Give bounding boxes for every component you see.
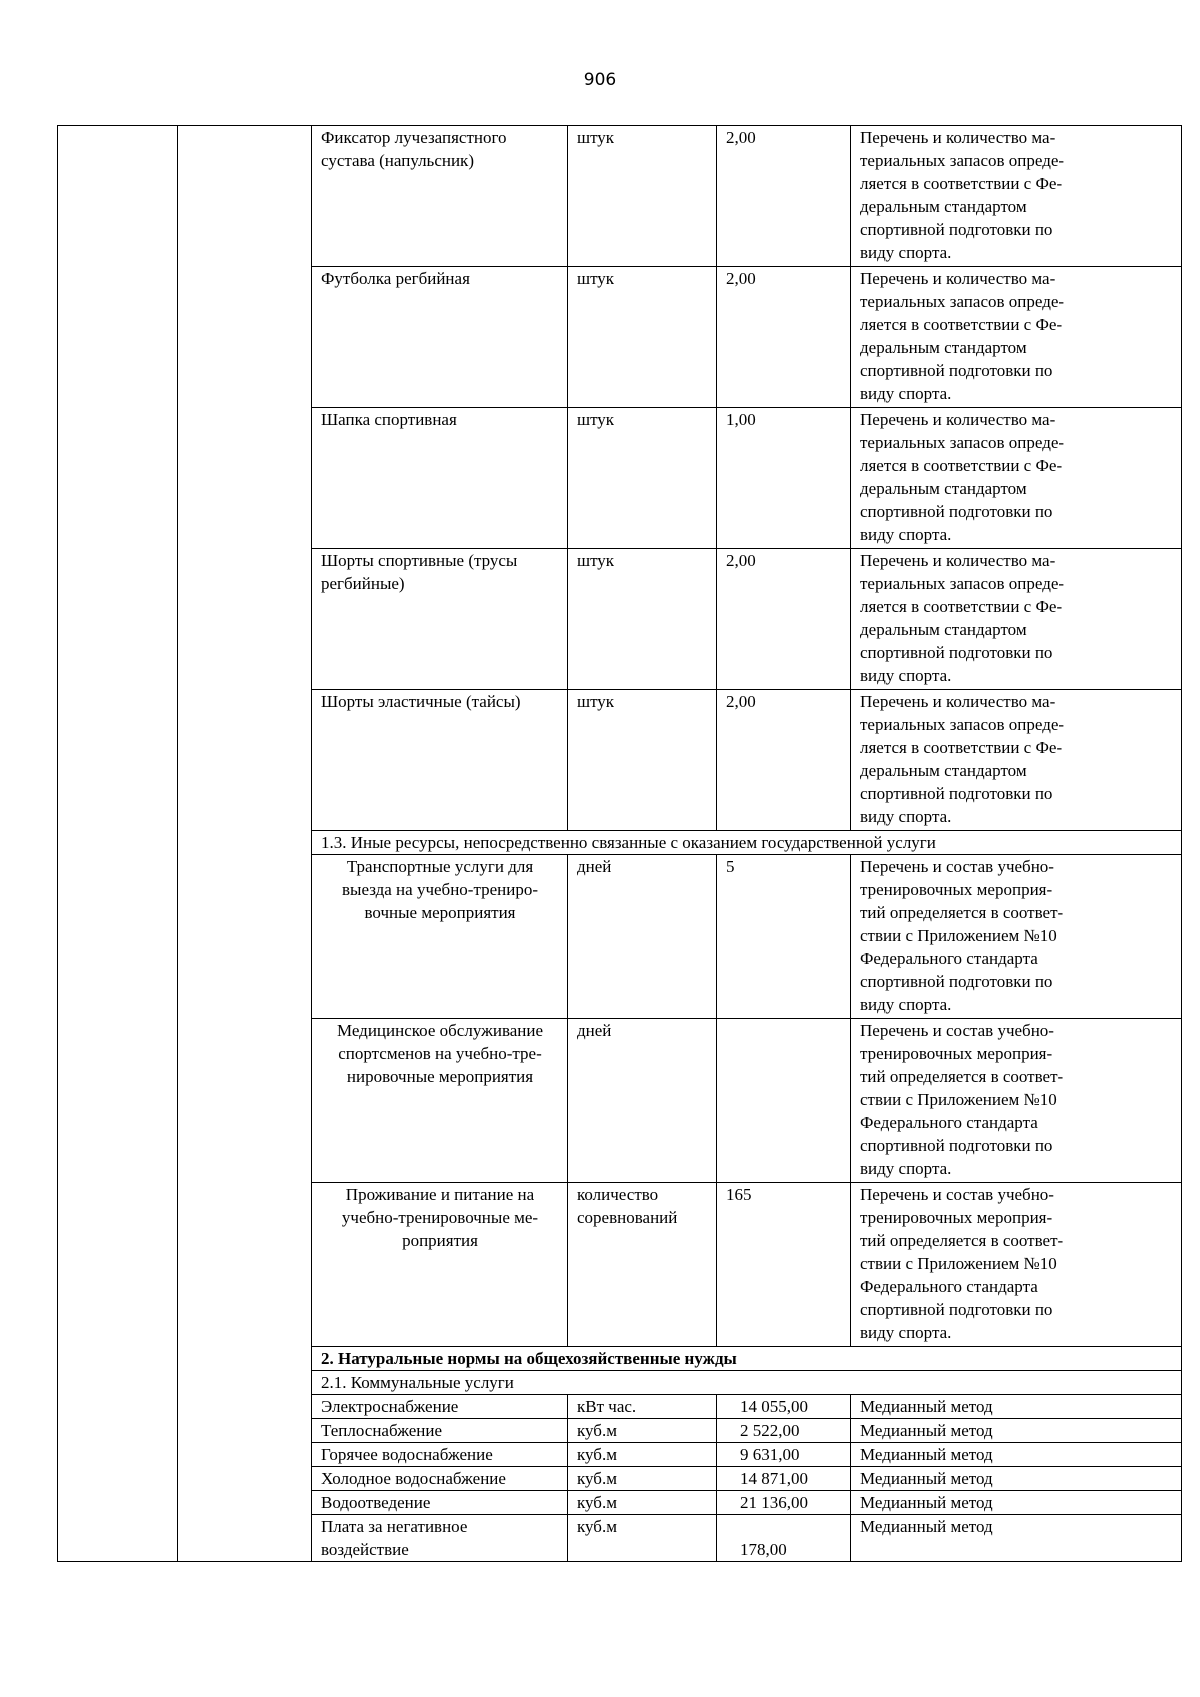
item-value: 165 <box>717 1183 851 1347</box>
item-value: 2,00 <box>717 267 851 408</box>
item-value: 2 522,00 <box>717 1419 851 1443</box>
item-method: Медианный метод <box>851 1467 1182 1491</box>
item-name: Электроснабжение <box>312 1395 568 1419</box>
item-method: Медианный метод <box>851 1419 1182 1443</box>
item-name: Водоотведение <box>312 1491 568 1515</box>
item-name: Шапка спортивная <box>312 408 568 549</box>
item-unit: кВт час. <box>568 1395 717 1419</box>
item-note: Перечень и количество ма- териальных запасов опреде- ляется в соответствии с Фе- деральным стандартом спортивной подготовки по виду спорта. <box>851 408 1182 549</box>
item-method: Медианный метод <box>851 1515 1182 1562</box>
item-name: Медицинское обслуживание спортсменов на учебно-тре- нировочные мероприятия <box>312 1019 568 1183</box>
item-value: 2,00 <box>717 126 851 267</box>
item-unit: куб.м <box>568 1419 717 1443</box>
item-name: Холодное водоснабжение <box>312 1467 568 1491</box>
section-heading-2-1: 2.1. Коммунальные услуги <box>312 1371 1182 1395</box>
section-heading-1-3: 1.3. Иные ресурсы, непосредственно связанные с оказанием государственной услуги <box>312 831 1182 855</box>
item-value <box>717 1019 851 1183</box>
item-unit: куб.м <box>568 1443 717 1467</box>
item-name: Горячее водоснабжение <box>312 1443 568 1467</box>
item-note: Перечень и количество ма- териальных запасов опреде- ляется в соответствии с Фе- деральным стандартом спортивной подготовки по виду спорта. <box>851 549 1182 690</box>
item-unit: куб.м <box>568 1467 717 1491</box>
item-value: 2,00 <box>717 690 851 831</box>
item-value: 2,00 <box>717 549 851 690</box>
item-value: 14 871,00 <box>717 1467 851 1491</box>
outer-column-1 <box>58 126 178 1562</box>
item-unit: куб.м <box>568 1515 717 1562</box>
item-name: Фиксатор лучезапястного сустава (напульсник) <box>312 126 568 267</box>
item-note: Перечень и состав учебно- тренировочных мероприя- тий определяется в соответ- ствии с Приложением №10 Федерального стандарта спортивной подготовки по виду спорта. <box>851 1183 1182 1347</box>
item-name: Футболка регбийная <box>312 267 568 408</box>
norms-table <box>57 125 1182 1562</box>
item-value: 9 631,00 <box>717 1443 851 1467</box>
item-method: Медианный метод <box>851 1443 1182 1467</box>
item-name: Теплоснабжение <box>312 1419 568 1443</box>
item-name: Шорты эластичные (тайсы) <box>312 690 568 831</box>
item-name: Плата за негативное воздействие <box>312 1515 568 1562</box>
item-method: Медианный метод <box>851 1395 1182 1419</box>
page-number: 906 <box>583 70 617 90</box>
item-unit: штук <box>568 549 717 690</box>
item-unit: штук <box>568 267 717 408</box>
item-unit: дней <box>568 855 717 1019</box>
item-note: Перечень и состав учебно- тренировочных мероприя- тий определяется в соответ- ствии с Приложением №10 Федерального стандарта спортивной подготовки по виду спорта. <box>851 855 1182 1019</box>
item-value: 1,00 <box>717 408 851 549</box>
table-row <box>58 126 1182 267</box>
outer-column-2 <box>178 126 312 1562</box>
item-unit: штук <box>568 408 717 549</box>
item-method: Медианный метод <box>851 1491 1182 1515</box>
section-heading-2: 2. Натуральные нормы на общехозяйственные нужды <box>312 1347 1182 1371</box>
item-value: 5 <box>717 855 851 1019</box>
item-unit: куб.м <box>568 1491 717 1515</box>
item-note: Перечень и количество ма- териальных запасов опреде- ляется в соответствии с Фе- деральным стандартом спортивной подготовки по виду спорта. <box>851 690 1182 831</box>
item-note: Перечень и количество ма- териальных запасов опреде- ляется в соответствии с Фе- деральным стандартом спортивной подготовки по виду спорта. <box>851 126 1182 267</box>
item-value: 14 055,00 <box>717 1395 851 1419</box>
item-value: 21 136,00 <box>717 1491 851 1515</box>
item-value: 178,00 <box>717 1515 851 1562</box>
item-note: Перечень и количество ма- териальных запасов опреде- ляется в соответствии с Фе- деральным стандартом спортивной подготовки по виду спорта. <box>851 267 1182 408</box>
item-unit: штук <box>568 126 717 267</box>
item-name: Транспортные услуги для выезда на учебно-трениро- вочные мероприятия <box>312 855 568 1019</box>
item-name: Шорты спортивные (трусы регбийные) <box>312 549 568 690</box>
item-name: Проживание и питание на учебно-тренировочные ме- роприятия <box>312 1183 568 1347</box>
item-unit: штук <box>568 690 717 831</box>
item-unit: дней <box>568 1019 717 1183</box>
item-unit: количество соревнований <box>568 1183 717 1347</box>
item-note: Перечень и состав учебно- тренировочных мероприя- тий определяется в соответ- ствии с Приложением №10 Федерального стандарта спортивной подготовки по виду спорта. <box>851 1019 1182 1183</box>
